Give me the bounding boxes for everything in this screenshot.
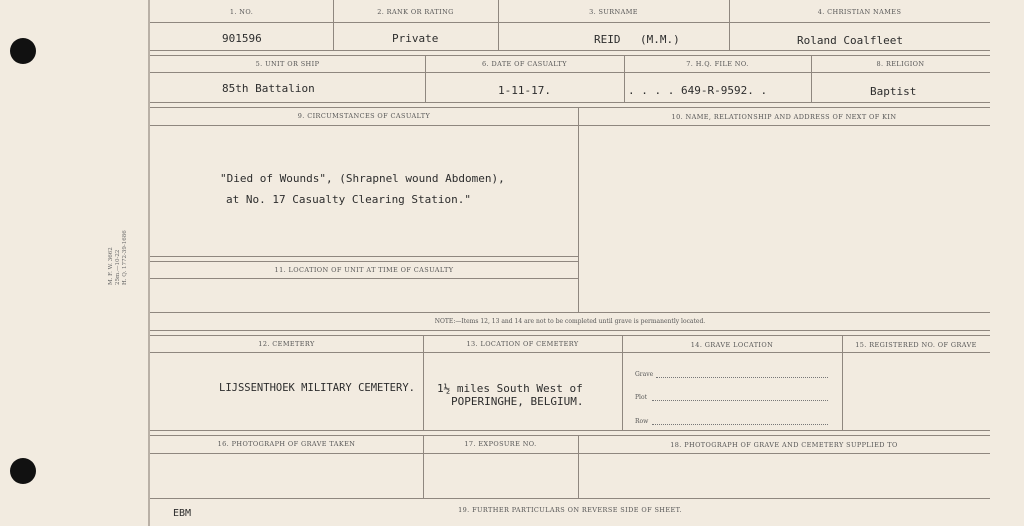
header-location-of-unit: 11. LOCATION OF UNIT AT TIME OF CASUALTY: [274, 266, 454, 274]
side-print-line: 25m.—10-22: [115, 249, 121, 285]
header-photograph-taken: 16. PHOTOGRAPH OF GRAVE TAKEN: [217, 440, 356, 448]
cemetery-location-line-2: POPERINGHE, BELGIUM.: [451, 395, 584, 408]
christian-names-value: Roland Coalfleet: [797, 34, 903, 47]
plot-label: Plot: [635, 394, 647, 401]
circumstances-line-1: "Died of Wounds", (Shrapnel wound Abdomen),: [220, 172, 505, 185]
surname-value: REID: [594, 33, 621, 46]
hq-file-value: . . . . 649-R-9592. .: [628, 84, 768, 97]
header-surname: 3. SURNAME: [589, 8, 638, 16]
further-particulars: 19. FURTHER PARTICULARS ON REVERSE SIDE OF SHEET.: [458, 506, 682, 514]
header-cemetery: 12. CEMETERY: [258, 340, 315, 348]
header-date: 6. DATE OF CASUALTY: [482, 60, 567, 68]
punch-hole-bottom: [10, 458, 36, 484]
header-photograph-supplied: 18. PHOTOGRAPH OF GRAVE AND CEMETERY SUPPLIED TO: [670, 441, 898, 449]
side-print-line: M. F. W. 3662: [108, 247, 114, 285]
header-circumstances: 9. CIRCUMSTANCES OF CASUALTY: [297, 112, 431, 120]
circumstances-line-2: at No. 17 Casualty Clearing Station.": [226, 193, 472, 206]
initials: EBM: [173, 508, 192, 519]
date-of-casualty-value: 1-11-17.: [498, 84, 551, 97]
cemetery-value: LIJSSENTHOEK MILITARY CEMETERY.: [219, 382, 415, 394]
header-unit: 5. UNIT OR SHIP: [255, 60, 320, 68]
rank-value: Private: [392, 32, 439, 45]
header-no: 1. NO.: [229, 8, 254, 16]
header-registered-no: 15. REGISTERED NO. OF GRAVE: [855, 341, 977, 349]
grave-label: Grave: [635, 371, 654, 378]
note-text: NOTE:—Items 12, 13 and 14 are not to be completed until grave is permanently located.: [434, 318, 706, 325]
side-print-line: H. Q. 1772-39-1686: [122, 230, 128, 285]
unit-value: 85th Battalion: [222, 82, 315, 95]
header-exposure-no: 17. EXPOSURE NO.: [464, 440, 537, 448]
header-next-of-kin: 10. NAME, RELATIONSHIP AND ADDRESS OF NEXT OF KIN: [671, 113, 897, 121]
row-label: Row: [635, 418, 649, 425]
side-print: [108, 230, 129, 285]
header-christian-names: 4. CHRISTIAN NAMES: [817, 8, 902, 16]
header-location-of-cemetery: 13. LOCATION OF CEMETERY: [466, 340, 579, 348]
header-rank: 2. RANK OR RATING: [377, 8, 454, 16]
religion-value: Baptist: [870, 85, 917, 98]
cemetery-location-line-1: 1½ miles South West of: [437, 382, 583, 395]
header-grave-location: 14. GRAVE LOCATION: [690, 341, 774, 349]
surname-suffix: (M.M.): [640, 33, 680, 46]
header-religion: 8. RELIGION: [876, 60, 925, 68]
header-hq-file: 7. H.Q. FILE NO.: [686, 60, 749, 68]
punch-hole-top: [10, 38, 36, 64]
service-number: 901596: [222, 32, 262, 45]
